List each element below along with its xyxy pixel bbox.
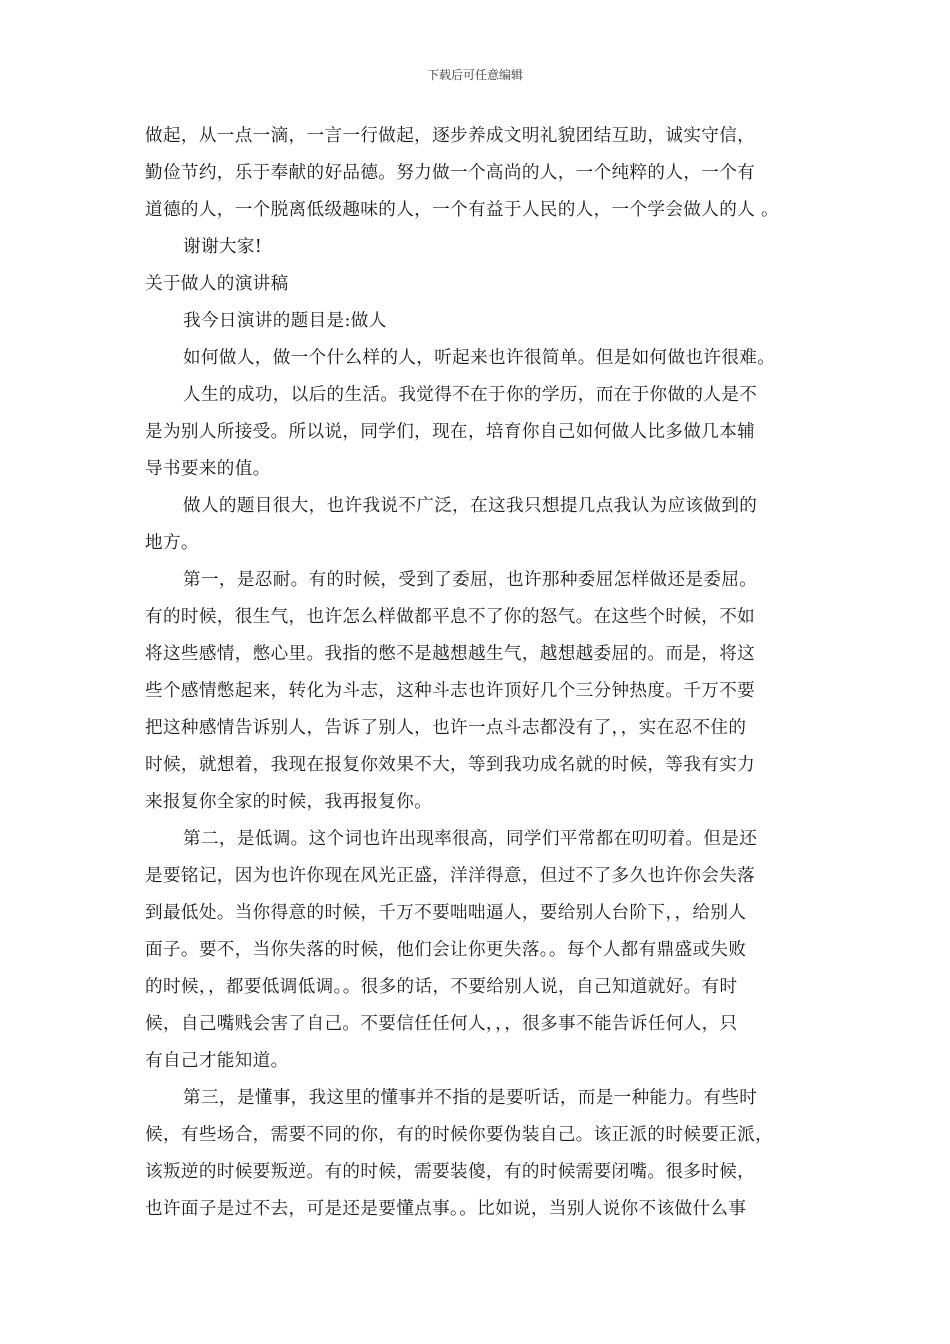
- text-line: 做起，从一点一滴，一言一行做起，逐步养成文明礼貌团结互助，诚实守信，: [145, 126, 756, 146]
- text-line: 做人的题目很大，也许我说不广泛，在这我只想提几点我认为应该做到的: [183, 496, 758, 516]
- page-header: 下载后可任意编辑: [426, 68, 523, 82]
- text-line: 将这些感情，憋心里。我指的憋不是越想越生气，越想越委屈的。而是，将这: [145, 644, 756, 664]
- text-line: 谢谢大家!: [183, 237, 263, 257]
- text-line: 道德的人，一个脱离低级趣味的人，一个有益于人民的人，一个学会做人的人 。: [145, 200, 779, 220]
- text-line: 候，有些场合，需要不同的你，有的时候你要伪装自己。该正派的时候要正派，: [145, 1125, 774, 1145]
- text-line: 导书要来的值。: [145, 459, 271, 479]
- document-body: [145, 118, 810, 1228]
- text-line: 候，自己嘴贱会害了自己。不要信任任何人，，，很多事不能告诉任何人，只: [145, 1014, 738, 1034]
- text-line: 有自己才能知道。: [145, 1051, 289, 1071]
- text-line: 到最低处。当你得意的时候，千万不要咄咄逼人，要给别人台阶下，，给别人: [145, 903, 747, 923]
- text-line: 地方。: [145, 533, 199, 553]
- text-line: 的时候，，都要低调低调。。很多的话，不要给别人说，自己知道就好。有时: [145, 977, 738, 997]
- text-line: 时候，就想着，我现在报复你效果不大，等到我功成名就的时候，等我有实力: [145, 755, 756, 775]
- text-line: 该叛逆的时候要叛逆。有的时候，需要装傻，有的时候需要闭嘴。很多时候，: [145, 1162, 756, 1182]
- text-line: 我今日演讲的题目是:做人: [183, 311, 387, 331]
- text-line: 是为别人所接受。所以说，同学们，现在，培育你自己如何做人比多做几本辅: [145, 422, 756, 442]
- text-line: 些个感情憋起来，转化为斗志，这种斗志也许顶好几个三分钟热度。千万不要: [145, 681, 756, 701]
- text-line: 来报复你全家的时候，我再报复你。: [145, 792, 433, 812]
- text-line: 勤俭节约，乐于奉献的好品德。努力做一个高尚的人，一个纯粹的人，一个有: [145, 163, 756, 183]
- text-line: 也许面子是过不去，可是还是要懂点事。。比如说，当别人说你不该做什么事: [145, 1199, 747, 1219]
- text-line: 第一，是忍耐。有的时候，受到了委屈，也许那种委屈怎样做还是委屈。: [183, 570, 758, 590]
- text-line: 把这种感情告诉别人，告诉了别人，也许一点斗志都没有了，，实在忍不住的: [145, 718, 747, 738]
- text-line: 第三，是懂事，我这里的懂事并不指的是要听话，而是一种能力。有些时: [183, 1088, 758, 1108]
- text-line: 有的时候，很生气，也许怎么样做都平息不了你的怒气。在这些个时候，不如: [145, 607, 756, 627]
- text-line: 人生的成功，以后的生活。我觉得不在于你的学历，而在于你做的人是不: [183, 385, 758, 405]
- text-line: 面子。要不，当你失落的时候，他们会让你更失落。。每个人都有鼎盛或失败: [145, 940, 747, 960]
- text-line: 是要铭记，因为也许你现在风光正盛，洋洋得意，但过不了多久也许你会失落: [145, 866, 756, 886]
- text-line: 关于做人的演讲稿: [145, 274, 289, 294]
- text-line: 如何做人，做一个什么样的人，听起来也许很简单。但是如何做也许很难。: [183, 348, 776, 368]
- text-line: 第二，是低调。这个词也许出现率很高，同学们平常都在叨叨着。但是还: [183, 829, 758, 849]
